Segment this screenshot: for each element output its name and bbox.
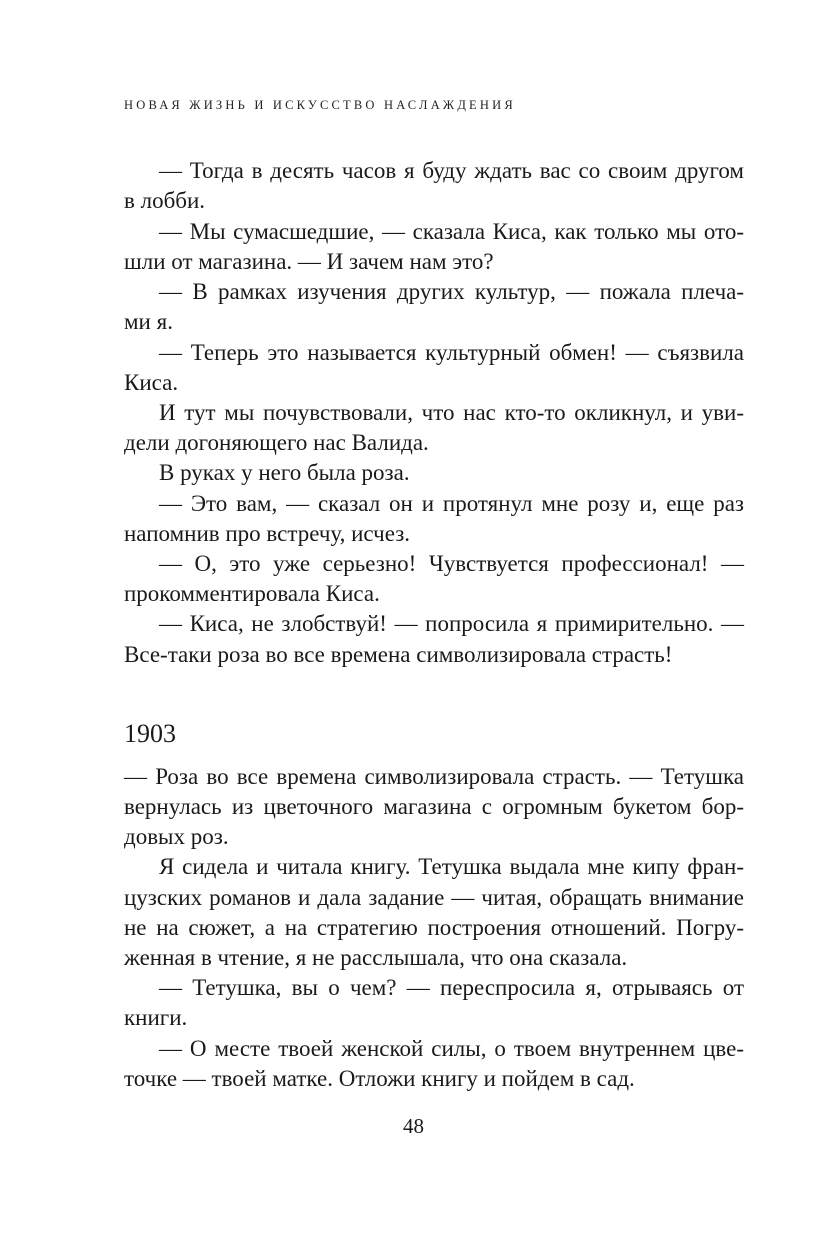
text-line: — Теперь это называется культурный обмен! — съязвила	[159, 340, 744, 365]
text-line: книги.	[124, 1005, 188, 1030]
text-line: в лобби.	[124, 188, 206, 213]
section-heading: 1903	[124, 719, 176, 748]
text-line: точке — твоей матке. Отложи книгу и пойдем в сад.	[124, 1066, 635, 1091]
text-line: — Тогда в десять часов я буду ждать вас со своим другом	[159, 158, 744, 183]
text-line: И тут мы почувствовали, что нас кто-то окликнул, и уви-	[159, 400, 744, 425]
text-line: не на сюжет, а на стратегию построения отношений. Погру-	[124, 915, 744, 940]
text-line: — В рамках изучения других культур, — пожала плеча-	[159, 279, 744, 304]
text-line: шли от магазина. — И зачем нам это?	[124, 249, 494, 274]
text-line: Киса.	[124, 370, 179, 395]
text-line: — О, это уже серьезно! Чувствуется профессионал! —	[159, 551, 744, 576]
text-line: напомнив про встречу, исчез.	[124, 521, 411, 546]
text-line: — Это вам, — сказал он и протянул мне розу и, еще раз	[159, 491, 744, 516]
text-line: довых роз.	[124, 824, 229, 849]
text-line: В руках у него была роза.	[159, 460, 410, 485]
text-line: — О месте твоей женской силы, о твоем внутреннем цве-	[159, 1036, 744, 1061]
text-line: дели догоняющего нас Валида.	[124, 430, 429, 455]
text-line: — Киса, не злобствуй! — попросила я примирительно. —	[159, 611, 744, 636]
text-line: цузских романов и дала задание — читая, обращать внимание	[124, 885, 744, 910]
text-line: — Роза во все времена символизировала страсть. — Тетушка	[124, 764, 744, 789]
text-line: — Мы сумасшедшие, — сказала Киса, как только мы ото-	[159, 219, 744, 244]
text-line: — Тетушка, вы о чем? — переспросила я, отрываясь от	[159, 975, 744, 1000]
text-line: женная в чтение, я не расслышала, что она сказала.	[124, 945, 628, 970]
text-line: Все-таки роза во все времена символизировала страсть!	[124, 642, 673, 667]
running-head: НОВАЯ ЖИЗНЬ И ИСКУССТВО НАСЛАЖДЕНИЯ	[124, 98, 516, 112]
text-line: ми я.	[124, 309, 173, 334]
page-number: 48	[403, 1114, 424, 1138]
text-line: вернулась из цветочного магазина с огромным букетом бор-	[124, 794, 744, 819]
text-line: прокомментировала Киса.	[124, 581, 380, 606]
text-line: Я сидела и читала книгу. Тетушка выдала мне кипу фран-	[159, 854, 744, 879]
